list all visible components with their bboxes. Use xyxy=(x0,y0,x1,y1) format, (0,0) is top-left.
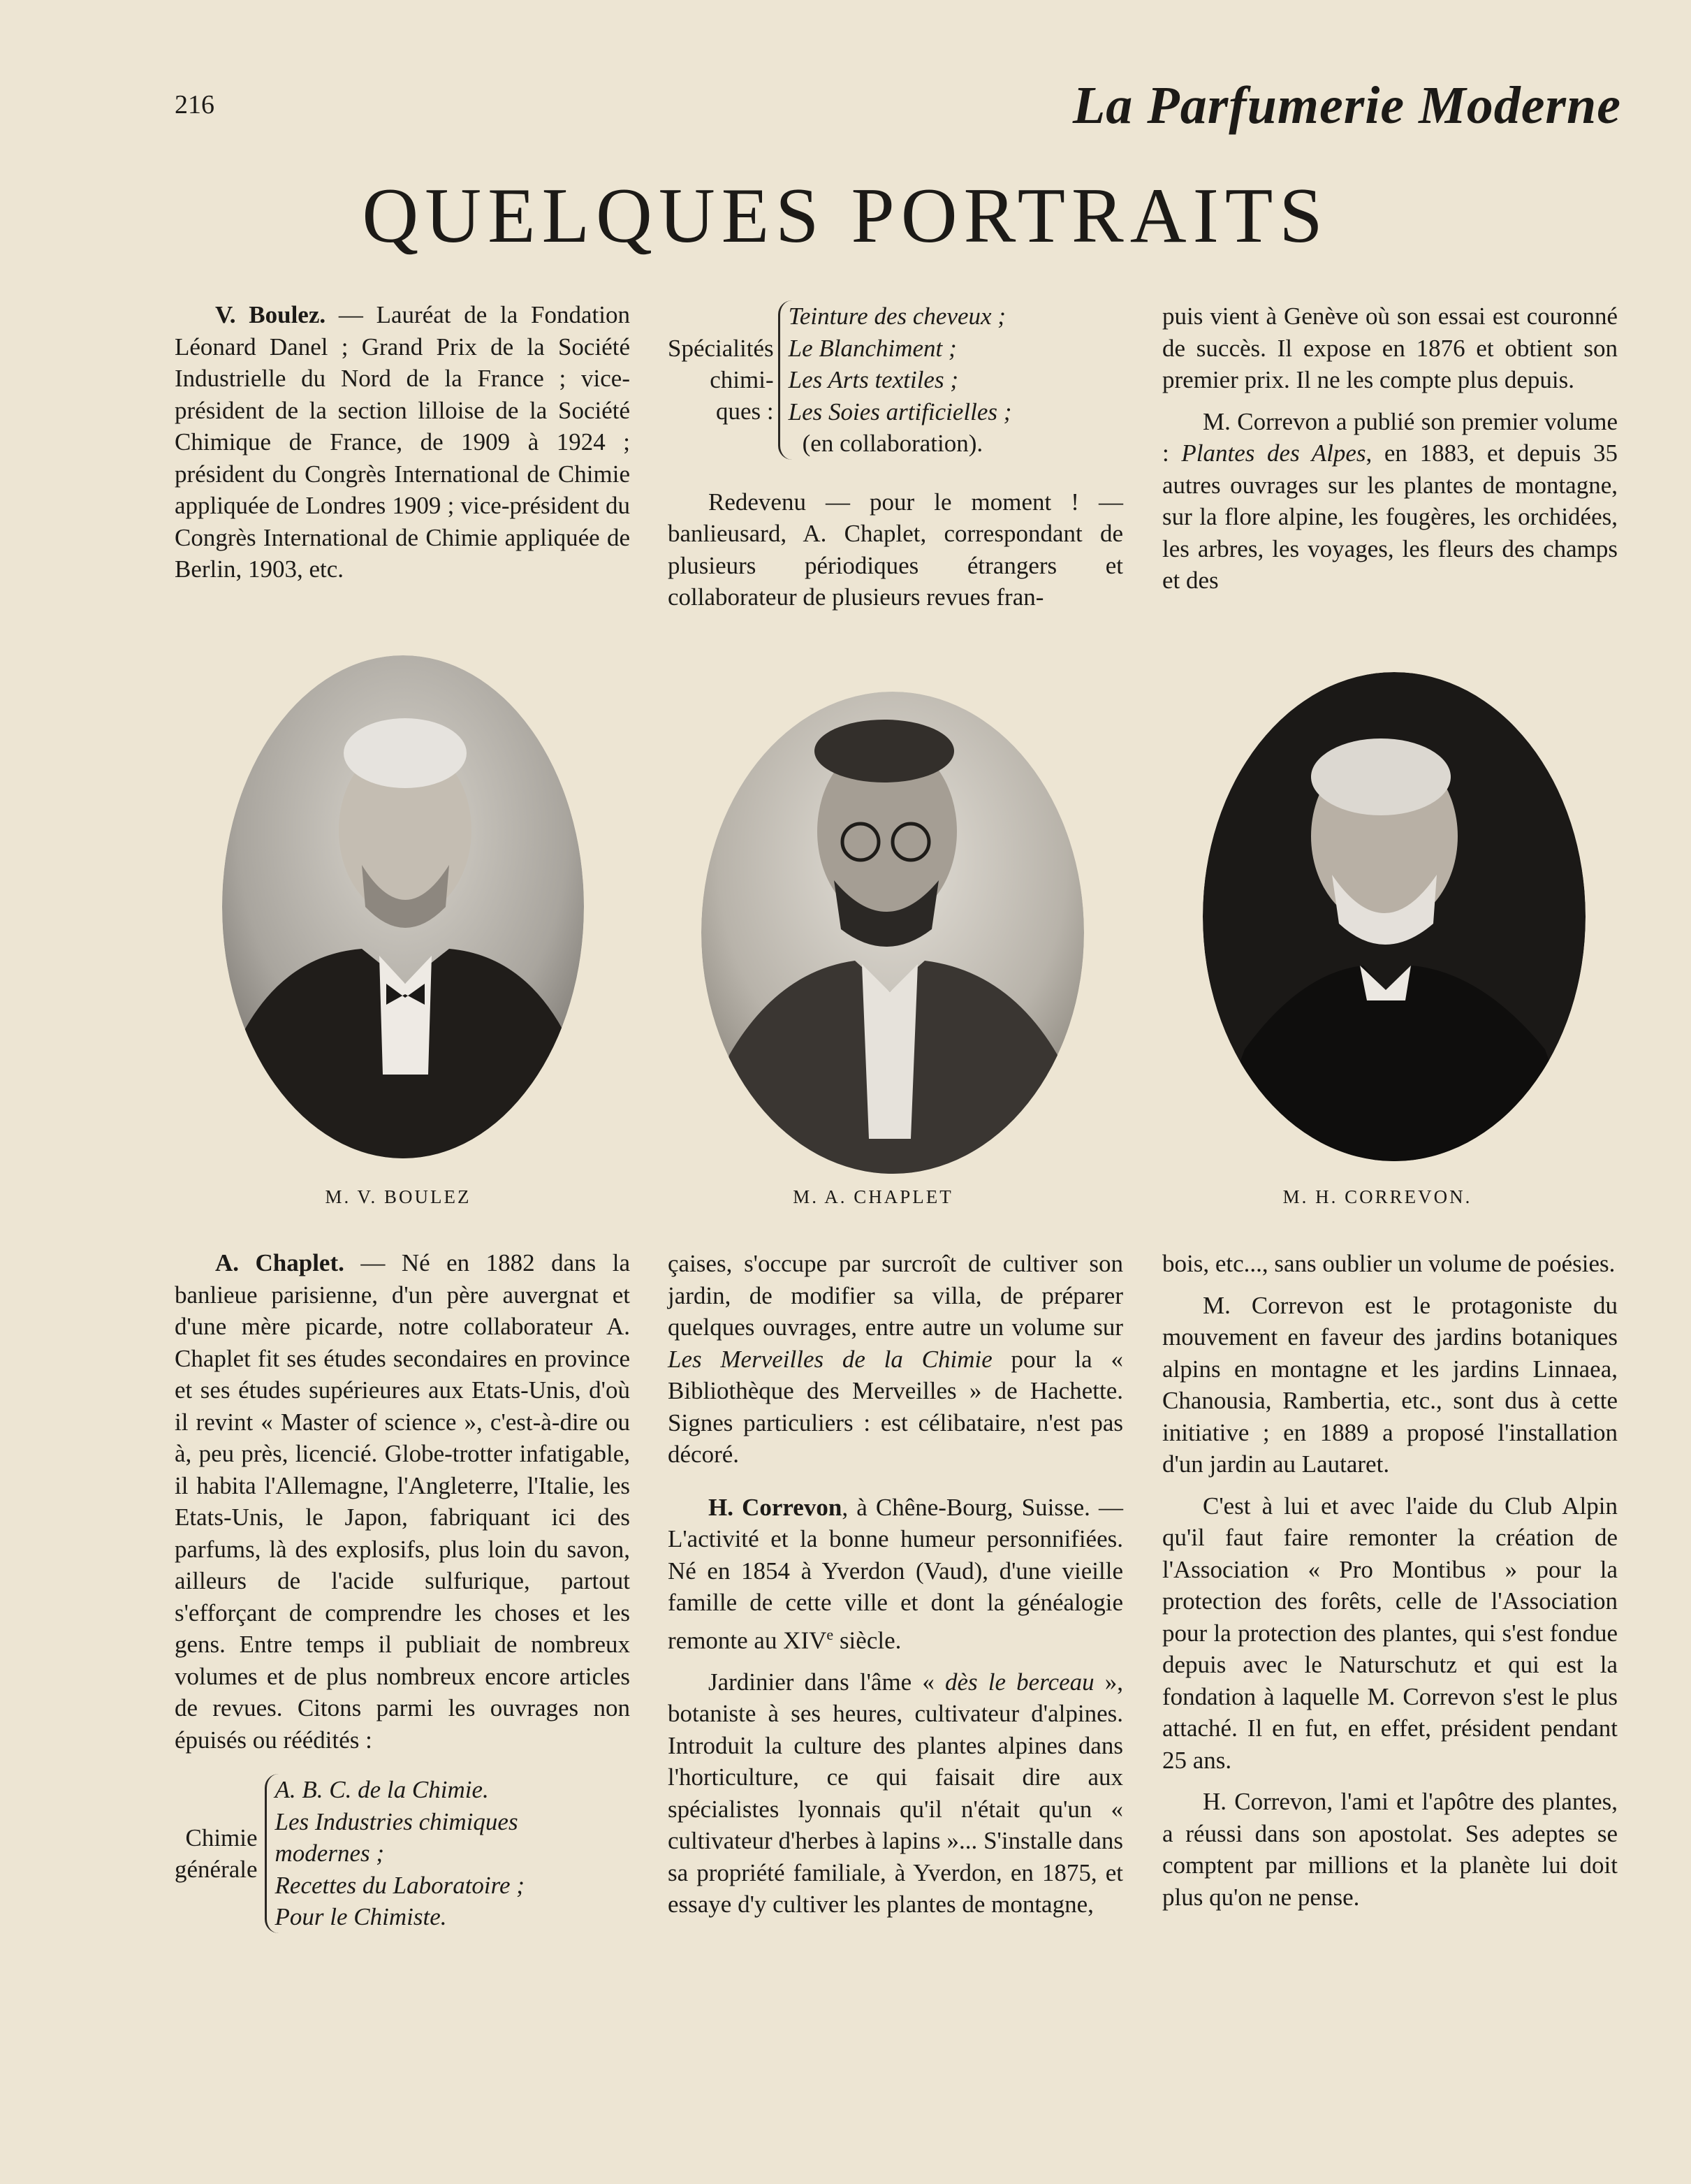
correvon-intro xyxy=(1162,300,1618,606)
boulez-name: V. Boulez. xyxy=(215,301,326,328)
chimie-generale-label: Chimie générale xyxy=(175,1823,258,1883)
specialites-items xyxy=(778,300,1012,460)
correvon-name: H. Correvon xyxy=(708,1493,842,1521)
chaplet-text: — Né en 1882 dans la banlieue parisienne, d'un père auvergnat et d'une mère picarde, notre collaborateur A. Chaplet fit ses études secondaires en province et ses études supérieures aux Etats-Unis, d'où il revint « Master of science », c'est-à-dire ou à, peu près, licencié. Globe-trotter infatigable, il habita l'Allemagne, l'Angleterre, l'Italie, les Etats-Unis, le Japon, fabriquant ici des parfums, là des explosifs, plus loin du savon, ailleurs de l'acide sulfurique, partout s'efforçant de comprendre les choses et les gens. Entre temps il publiait de nombreux volumes et de plus nombreux encore articles de revues. Citons parmi les ouvrages non épuisés ou réédités : xyxy=(175,1249,630,1754)
correvon-cont-p4: H. Correvon, l'ami et l'apôtre des plantes, a réussi dans son apostolat. Ses adeptes se comptent par millions et la planète lui doit plus qu'on ne pense. xyxy=(1162,1788,1618,1911)
caption-correvon: M. H. CORREVON. xyxy=(1282,1186,1472,1207)
page-title: QUELQUES PORTRAITS xyxy=(362,173,1329,259)
specialite-item: (en collaboration). xyxy=(802,430,983,457)
specialite-item: Les Soies artificielles ; xyxy=(788,398,1012,425)
correvon-cont xyxy=(1162,1248,1618,1923)
caption-boulez: M. V. BOULEZ xyxy=(325,1186,471,1207)
portrait-boulez xyxy=(222,655,584,1158)
boulez-bio xyxy=(175,299,630,595)
chaplet-specialites-block xyxy=(668,300,1123,623)
chaplet-bio xyxy=(175,1247,630,1933)
masthead: La Parfumerie Moderne xyxy=(1072,76,1621,135)
chaplet-redevenu: Redevenu — pour le moment ! — banlieusard, A. Chaplet, correspondant de plusieurs périodiques étrangers et collaborateur de plusieurs revues fran- xyxy=(668,488,1123,611)
correvon-bio-p1: H. Correvon, à Chêne-Bourg, Suisse. — L'activité et la bonne humeur personnifiées. Né en 1854 à Yverdon (Vaud), d'une vieille famille de cette ville et dont la généalogie remonte au XIVe siècle. xyxy=(668,1493,1123,1654)
chimie-generale-list xyxy=(175,1774,630,1933)
chimie-generale-items xyxy=(265,1774,555,1933)
chimie-item: Pour le Chimiste. xyxy=(274,1903,447,1930)
correvon-bio-p2: Jardinier dans l'âme « dès le berceau », botaniste à ses heures, cultivateur d'alpines. Introduit la culture des plantes alpines dans l'horticulture, ce qui faisait dire aux spécialistes lyonnais qu'il n'était qu'un « cultivateur d'herbes à lapins »... S'installe dans sa propriété familiale, à Yverdon, en 1875, et essaye d'y cultiver les plantes de montagne, xyxy=(668,1668,1123,1919)
page-number: 216 xyxy=(175,90,214,119)
correvon-cont-p1: bois, etc..., sans oublier un volume de poésies. xyxy=(1162,1250,1616,1277)
boulez-text: — Lauréat de la Fondation Léonard Danel ; Grand Prix de la Société Industrielle du Nord de la France ; vice-président de la section lilloise de la Société Chimique de France, de 1909 à 1924 ; président du Congrès International de Chimie appliquée de Londres 1909 ; vice-président du Congrès International de Chimie appliquée de Berlin, 1903, etc. xyxy=(175,301,630,583)
specialite-item: Teinture des cheveux ; xyxy=(788,303,1006,330)
specialites-list xyxy=(668,300,1123,460)
specialite-item: Le Blanchiment ; xyxy=(788,334,957,362)
chimie-item: A. B. C. de la Chimie. xyxy=(274,1776,489,1803)
specialites-label: Spécialités chimi- ques : xyxy=(668,335,774,425)
correvon-cont-p3: C'est à lui et avec l'aide du Club Alpin qu'il faut faire remonter la création de l'Association « Pro Montibus » pour la protection des forêts, celle de l'Association pour la protection des plantes, qui s'est fondue depuis avec le Naturschutz et qui est la fondation à laquelle M. Correvon s'est le plus attaché. Il en fut, en effet, président pendant 25 ans. xyxy=(1162,1492,1618,1774)
chaplet-cont-and-correvon xyxy=(668,1248,1123,1930)
portrait-chaplet xyxy=(701,692,1084,1174)
specialite-item: Les Arts textiles ; xyxy=(788,366,958,393)
caption-chaplet: M. A. CHAPLET xyxy=(793,1186,953,1207)
portrait-correvon xyxy=(1203,672,1586,1161)
chaplet-cont: çaises, s'occupe par surcroît de cultiver son jardin, de modifier sa villa, de préparer quelques ouvrages, entre autre un volume sur Les Merveilles de la Chimie pour la « Bibliothèque des Merveilles » de Hachette. Signes particuliers : est célibataire, n'est pas décoré. xyxy=(668,1250,1123,1468)
correvon-intro-p1: puis vient à Genève où son essai est couronné de succès. Il expose en 1876 et obtient son premier prix. Il ne les compte plus depuis. xyxy=(1162,303,1618,393)
correvon-intro-p2: M. Correvon a publié son premier volume : Plantes des Alpes, en 1883, et depuis 35 autres ouvrages sur les plantes de montagne, sur la flore alpine, les fougères, les orchidées, les arbres, les voyages, les fleurs des champs et des xyxy=(1162,407,1618,594)
chaplet-name: A. Chaplet. xyxy=(215,1249,344,1276)
chimie-item: Les Industries chimiques modernes ; xyxy=(274,1807,518,1867)
chimie-item: Recettes du Laboratoire ; xyxy=(274,1871,525,1899)
correvon-cont-p2: M. Correvon est le protagoniste du mouvement en faveur des jardins botaniques alpins en montagne et les jardins Linnaea, Chanousia, Rambertia, etc., sont dus à cette initiative ; en 1889 a proposé l'installation d'un jardin au Lautaret. xyxy=(1162,1291,1618,1478)
